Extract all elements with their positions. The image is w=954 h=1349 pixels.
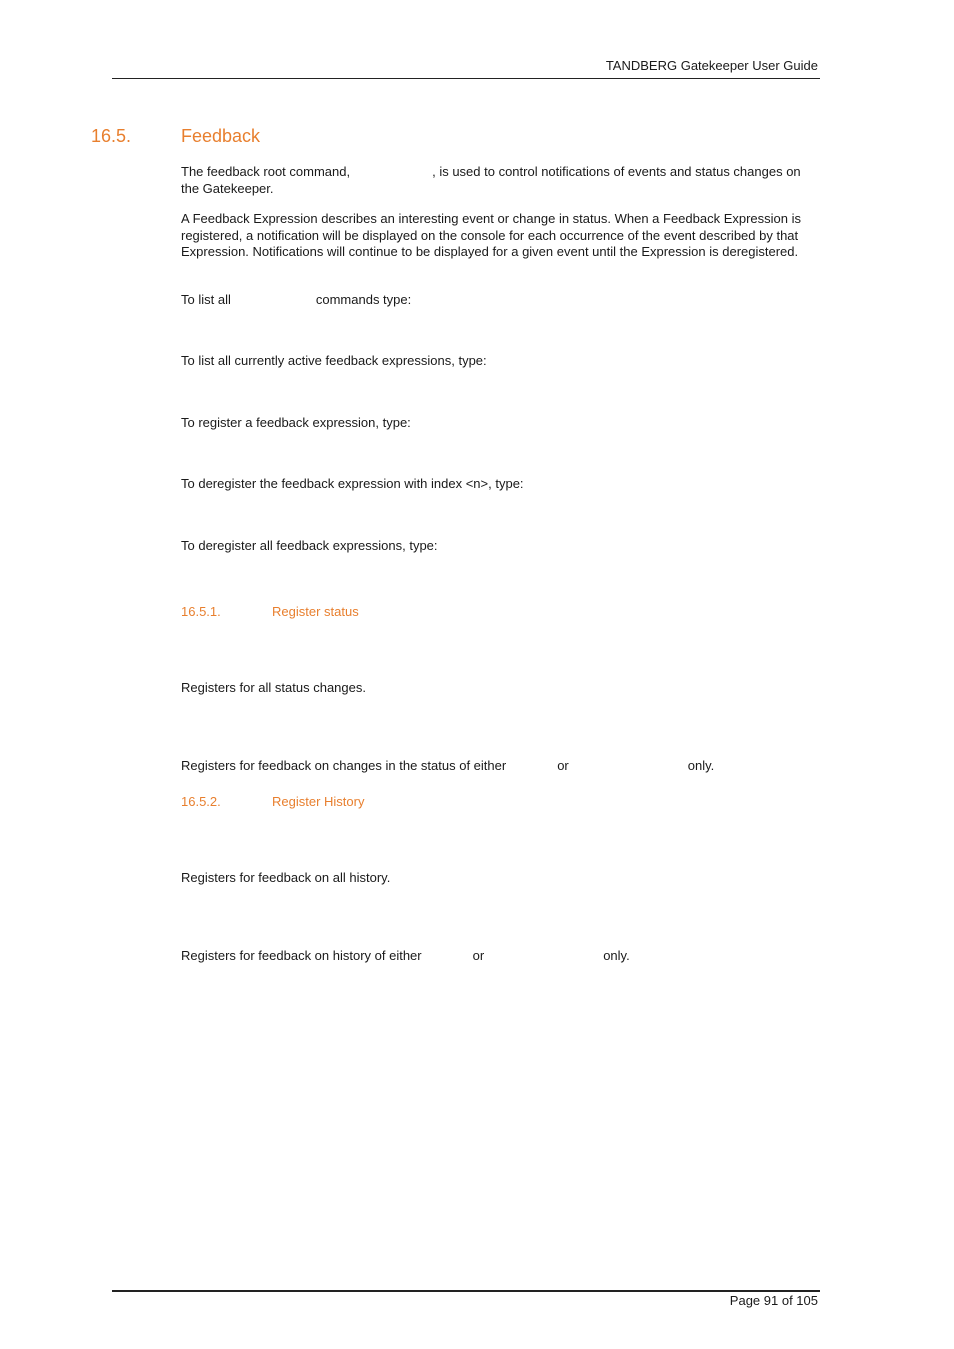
sub2-desc2-after: only.: [603, 948, 630, 963]
deregister-n-text: To deregister the feedback expression with index <n>, type:: [181, 476, 524, 491]
sub1-desc-1: Registers for all status changes.: [181, 680, 366, 695]
subsection-1-number: 16.5.1.: [181, 604, 221, 619]
intro-paragraph-1: [181, 164, 821, 197]
register-text: To register a feedback expression, type:: [181, 415, 411, 430]
footer-rule: [112, 1290, 820, 1292]
sub2-desc-2: [181, 948, 821, 965]
list-active-text: To list all currently active feedback expressions, type:: [181, 353, 487, 368]
header-title: TANDBERG Gatekeeper User Guide: [605, 58, 818, 73]
sub2-desc2-before: Registers for feedback on history of either: [181, 948, 422, 963]
sub1-desc2-after: only.: [687, 758, 715, 773]
header-rule: [112, 78, 820, 79]
intro-p1-after: , is used to control notifications of events and status changes on the Gatekeeper.: [181, 164, 801, 196]
page-number: Page 91 of 105: [729, 1293, 818, 1308]
list-all-commands-text: [181, 292, 821, 309]
sub1-desc2-or: or: [557, 758, 569, 773]
sub2-desc2-or: or: [472, 948, 485, 963]
section-number: 16.5.: [91, 126, 132, 146]
subsection-1-title: Register status: [272, 604, 359, 619]
sub2-desc-1: Registers for feedback on all history.: [181, 870, 391, 885]
intro-paragraph-2: A Feedback Expression describes an interesting event or change in status. When a Feedback Expression is registered, a notification will be displayed on the console for each occurrence of the event described by that Expression. Notifications will continue to be displayed for a given event until the Expression is deregistered.: [181, 211, 802, 259]
list-all-after: commands type:: [315, 292, 412, 307]
list-all-before: To list all: [181, 292, 231, 307]
sub1-desc-2: [181, 758, 821, 775]
sub1-desc2-before: Registers for feedback on changes in the status of either: [181, 758, 507, 773]
subsection-2-title: Register History: [272, 794, 365, 809]
section-title: Feedback: [181, 126, 261, 146]
deregister-all-text: To deregister all feedback expressions, type:: [181, 538, 438, 553]
subsection-2-number: 16.5.2.: [181, 794, 221, 809]
intro-p1-before: The feedback root command,: [181, 164, 351, 179]
